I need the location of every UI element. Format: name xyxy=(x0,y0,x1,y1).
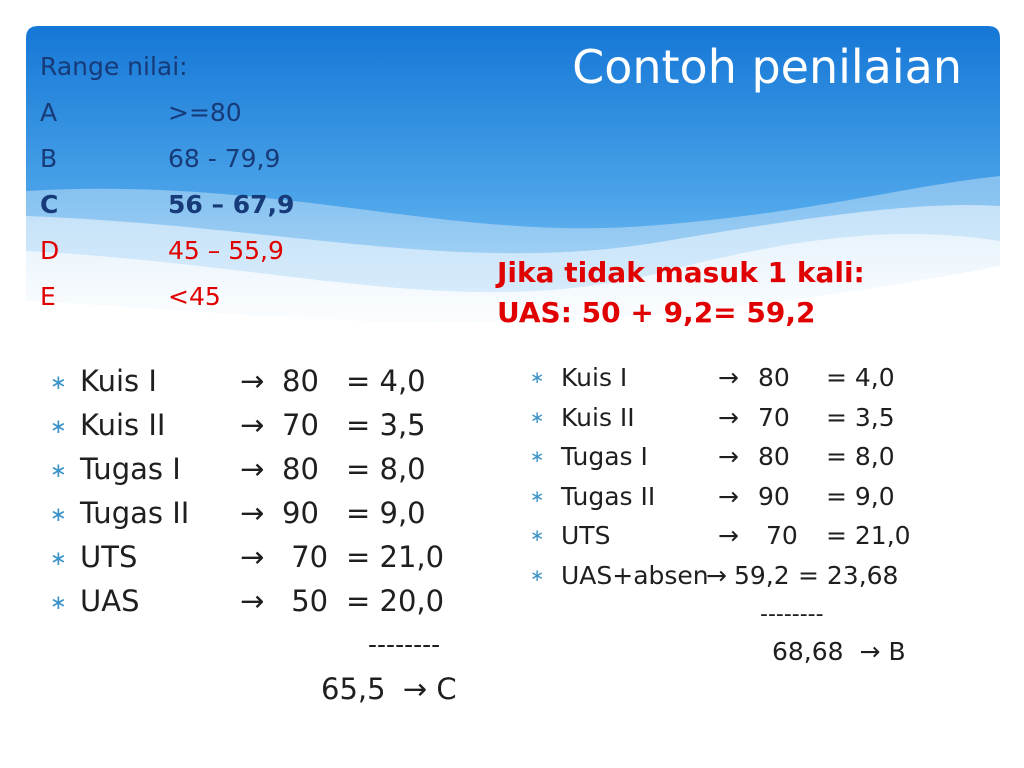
item-label: UAS xyxy=(80,584,140,618)
item-result: = 8,0 xyxy=(346,452,426,486)
arrow-right-icon: → xyxy=(859,637,881,666)
item-score: 70 xyxy=(758,402,790,432)
item-label: Tugas I xyxy=(80,452,181,486)
range-value: 56 – 67,9 xyxy=(168,190,295,219)
right-total xyxy=(772,637,906,666)
arrow-right-icon: → xyxy=(240,540,265,574)
item-result: = 21,0 xyxy=(826,521,911,550)
range-value: <45 xyxy=(168,282,221,311)
range-value: 68 - 79,9 xyxy=(168,144,281,173)
bullet-icon: ∗ xyxy=(530,368,545,388)
arrow-right-icon: → xyxy=(240,364,265,398)
range-value: >=80 xyxy=(168,98,242,127)
item-score: 59,2 xyxy=(734,560,790,590)
bullet-icon: ∗ xyxy=(50,590,67,614)
range-grade: C xyxy=(40,190,59,219)
bullet-icon: ∗ xyxy=(50,458,67,482)
arrow-right-icon: → xyxy=(240,584,265,618)
item-result: = 4,0 xyxy=(826,363,895,392)
arrow-right-icon: → xyxy=(718,521,739,550)
bullet-icon: ∗ xyxy=(530,486,545,507)
item-label: Tugas I xyxy=(561,442,648,471)
range-row-d xyxy=(40,236,284,282)
final-grade: B xyxy=(888,637,906,666)
note-line-1: Jika tidak masuk 1 kali: xyxy=(497,256,865,289)
item-result: = 3,5 xyxy=(826,402,895,432)
range-grade: B xyxy=(40,144,58,173)
item-score: 80 xyxy=(758,442,790,471)
note-line-2: UAS: 50 + 9,2= 59,2 xyxy=(497,296,816,329)
item-label: Tugas II xyxy=(80,496,190,530)
arrow-right-icon: → xyxy=(718,402,739,432)
arrow-right-icon: → xyxy=(240,496,265,530)
item-label: Kuis II xyxy=(80,408,166,442)
item-label: UTS xyxy=(80,540,138,574)
bullet-icon: ∗ xyxy=(530,565,545,586)
item-score: 80 xyxy=(282,452,319,486)
range-grade: A xyxy=(40,98,58,127)
item-score: 70 xyxy=(282,540,329,574)
total-value: 65,5 xyxy=(321,672,386,706)
range-row-b xyxy=(40,144,281,190)
right-divider: -------- xyxy=(760,602,824,627)
range-row-e xyxy=(40,282,221,328)
bullet-icon: ∗ xyxy=(50,414,67,438)
item-label: Kuis I xyxy=(561,363,628,392)
arrow-right-icon: → xyxy=(718,363,739,392)
bullet-icon: ∗ xyxy=(50,502,67,526)
arrow-right-icon: → xyxy=(402,672,428,706)
arrow-right-icon: → xyxy=(706,560,727,590)
bullet-icon: ∗ xyxy=(50,546,67,570)
total-value: 68,68 xyxy=(772,637,844,666)
item-label: UTS xyxy=(561,521,611,550)
item-label: Kuis I xyxy=(80,364,157,398)
item-result: = 9,0 xyxy=(346,496,426,530)
range-row-c xyxy=(40,190,295,236)
item-score: 70 xyxy=(282,408,319,442)
arrow-right-icon: → xyxy=(240,452,265,486)
item-score: 50 xyxy=(282,584,329,618)
item-score: 90 xyxy=(758,481,790,511)
item-score: 80 xyxy=(282,364,319,398)
item-score: 80 xyxy=(758,363,790,392)
item-result: = 3,5 xyxy=(346,408,426,442)
range-grade: E xyxy=(40,282,56,311)
arrow-right-icon: → xyxy=(718,442,739,471)
final-grade: C xyxy=(436,672,457,706)
item-result: = 21,0 xyxy=(346,540,445,574)
item-result: = 8,0 xyxy=(826,442,895,471)
left-divider: -------- xyxy=(368,630,441,659)
item-result: = 9,0 xyxy=(826,481,895,511)
item-score: 70 xyxy=(758,521,798,550)
absence-note xyxy=(497,253,865,333)
range-grade: D xyxy=(40,236,60,265)
item-label: UAS+absen xyxy=(561,560,709,590)
slide-title: Contoh penilaian xyxy=(572,40,962,94)
item-result: = 20,0 xyxy=(346,584,445,618)
item-score: 90 xyxy=(282,496,319,530)
grade-range-table xyxy=(40,52,295,328)
left-total xyxy=(321,672,457,706)
item-label: Kuis II xyxy=(561,402,635,432)
range-header: Range nilai: xyxy=(40,52,188,81)
bullet-icon: ∗ xyxy=(50,370,67,394)
bullet-icon: ∗ xyxy=(530,447,545,467)
bullet-icon: ∗ xyxy=(530,407,545,428)
item-label: Tugas II xyxy=(561,481,656,511)
item-result: = 4,0 xyxy=(346,364,426,398)
item-result: = 23,68 xyxy=(798,560,899,590)
range-row-a xyxy=(40,98,242,144)
arrow-right-icon: → xyxy=(718,481,739,511)
bullet-icon: ∗ xyxy=(530,526,545,546)
arrow-right-icon: → xyxy=(240,408,265,442)
range-value: 45 – 55,9 xyxy=(168,236,284,265)
